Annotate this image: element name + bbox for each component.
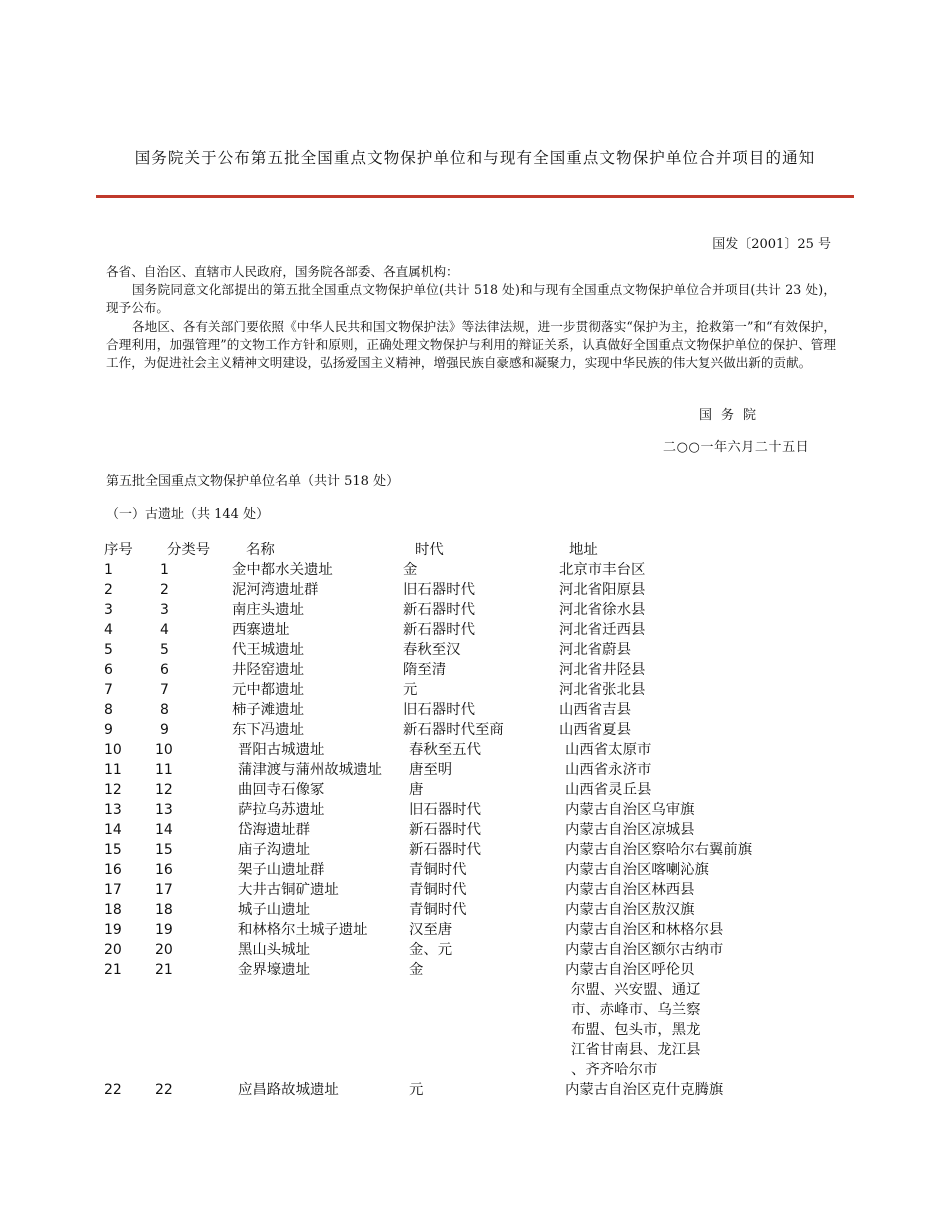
cell-index: 2 bbox=[104, 582, 113, 598]
table-row bbox=[0, 700, 950, 720]
cell-name: 大井古铜矿遗址 bbox=[238, 882, 339, 898]
table-row bbox=[0, 560, 950, 580]
table-row bbox=[0, 900, 950, 920]
table-row bbox=[0, 680, 950, 700]
cell-location: 市、赤峰市、乌兰察 bbox=[571, 1002, 701, 1018]
cell-name: 架子山遗址群 bbox=[238, 862, 325, 878]
cell-location: 内蒙古自治区喀喇沁旗 bbox=[565, 862, 709, 878]
table-row bbox=[0, 640, 950, 660]
cell-location: 河北省井陉县 bbox=[559, 662, 646, 678]
table-row bbox=[0, 960, 950, 980]
cell-location: 江省甘南县、龙江县 bbox=[571, 1042, 701, 1058]
cell-period: 春秋至五代 bbox=[409, 742, 481, 758]
cell-category: 19 bbox=[155, 922, 173, 938]
cell-period: 青铜时代 bbox=[409, 902, 467, 918]
table-row bbox=[0, 920, 950, 940]
cell-location: 山西省夏县 bbox=[559, 722, 631, 738]
table-row bbox=[0, 880, 950, 900]
table-row bbox=[0, 820, 950, 840]
table-body bbox=[0, 560, 950, 1100]
cell-period: 唐至明 bbox=[409, 762, 453, 778]
cell-period: 元 bbox=[403, 682, 418, 698]
cell-location: 内蒙古自治区敖汉旗 bbox=[565, 902, 695, 918]
table-row bbox=[0, 760, 950, 780]
cell-index: 3 bbox=[104, 602, 113, 618]
cell-name: 金中都水关遗址 bbox=[232, 562, 333, 578]
table-row bbox=[0, 1000, 950, 1020]
cell-index: 11 bbox=[104, 762, 122, 778]
header-category: 分类号 bbox=[167, 542, 211, 558]
table-row bbox=[0, 600, 950, 620]
cell-location: 、齐齐哈尔市 bbox=[571, 1062, 658, 1078]
cell-category: 13 bbox=[155, 802, 173, 818]
cell-period: 旧石器时代 bbox=[403, 702, 475, 718]
cell-category: 4 bbox=[160, 622, 169, 638]
cell-name: 元中都遗址 bbox=[232, 682, 304, 698]
cell-category: 22 bbox=[155, 1082, 173, 1098]
cell-period: 新石器时代 bbox=[409, 842, 481, 858]
cell-period: 隋至清 bbox=[403, 662, 447, 678]
cell-location: 河北省张北县 bbox=[559, 682, 646, 698]
cell-location: 河北省蔚县 bbox=[559, 642, 631, 658]
issue-date: 二○○一年六月二十五日 bbox=[663, 440, 810, 455]
cell-period: 新石器时代 bbox=[403, 602, 475, 618]
cell-index: 8 bbox=[104, 702, 113, 718]
cell-location: 山西省永济市 bbox=[565, 762, 652, 778]
cell-period: 新石器时代 bbox=[409, 822, 481, 838]
cell-name: 萨拉乌苏遗址 bbox=[238, 802, 325, 818]
table-row bbox=[0, 1020, 950, 1040]
cell-location: 山西省太原市 bbox=[565, 742, 652, 758]
cell-name: 代王城遗址 bbox=[232, 642, 304, 658]
cell-period: 青铜时代 bbox=[409, 862, 467, 878]
cell-index: 16 bbox=[104, 862, 122, 878]
cell-location: 内蒙古自治区察哈尔右翼前旗 bbox=[565, 842, 753, 858]
cell-period: 金 bbox=[409, 962, 424, 978]
cell-category: 5 bbox=[160, 642, 169, 658]
cell-period: 旧石器时代 bbox=[409, 802, 481, 818]
cell-location: 河北省迁西县 bbox=[559, 622, 646, 638]
cell-name: 南庄头遗址 bbox=[232, 602, 304, 618]
cell-location: 布盟、包头市，黑龙 bbox=[571, 1022, 701, 1038]
cell-category: 20 bbox=[155, 942, 173, 958]
cell-category: 12 bbox=[155, 782, 173, 798]
cell-category: 16 bbox=[155, 862, 173, 878]
table-row bbox=[0, 740, 950, 760]
cell-location: 河北省徐水县 bbox=[559, 602, 646, 618]
table-row bbox=[0, 620, 950, 640]
cell-name: 晋阳古城遗址 bbox=[238, 742, 325, 758]
cell-index: 21 bbox=[104, 962, 122, 978]
table-row bbox=[0, 980, 950, 1000]
cell-name: 金界壕遗址 bbox=[238, 962, 310, 978]
table-row bbox=[0, 940, 950, 960]
cell-category: 21 bbox=[155, 962, 173, 978]
cell-category: 18 bbox=[155, 902, 173, 918]
cell-location: 内蒙古自治区凉城县 bbox=[565, 822, 695, 838]
cell-index: 20 bbox=[104, 942, 122, 958]
cell-index: 7 bbox=[104, 682, 113, 698]
table-row bbox=[0, 780, 950, 800]
cell-period: 新石器时代 bbox=[403, 622, 475, 638]
cell-category: 17 bbox=[155, 882, 173, 898]
table-row bbox=[0, 1080, 950, 1100]
cell-index: 18 bbox=[104, 902, 122, 918]
cell-index: 12 bbox=[104, 782, 122, 798]
cell-index: 4 bbox=[104, 622, 113, 638]
cell-period: 元 bbox=[409, 1082, 424, 1098]
cell-location: 内蒙古自治区额尔古纳市 bbox=[565, 942, 724, 958]
cell-name: 柿子滩遗址 bbox=[232, 702, 304, 718]
page-title: 国务院关于公布第五批全国重点文物保护单位和与现有全国重点文物保护单位合并项目的通知 bbox=[134, 149, 816, 167]
cell-index: 10 bbox=[104, 742, 122, 758]
cell-category: 8 bbox=[160, 702, 169, 718]
cell-name: 黑山头城址 bbox=[238, 942, 310, 958]
cell-location: 尔盟、兴安盟、通辽 bbox=[571, 982, 701, 998]
header-period: 时代 bbox=[415, 542, 444, 558]
cell-index: 6 bbox=[104, 662, 113, 678]
cell-name: 曲回寺石像冢 bbox=[238, 782, 325, 798]
cell-category: 6 bbox=[160, 662, 169, 678]
cell-category: 9 bbox=[160, 722, 169, 738]
cell-period: 唐 bbox=[409, 782, 424, 798]
cell-index: 14 bbox=[104, 822, 122, 838]
cell-location: 内蒙古自治区呼伦贝 bbox=[565, 962, 695, 978]
cell-name: 泥河湾遗址群 bbox=[232, 582, 319, 598]
cell-index: 5 bbox=[104, 642, 113, 658]
cell-location: 山西省吉县 bbox=[559, 702, 631, 718]
cell-name: 蒲津渡与蒲州故城遗址 bbox=[238, 762, 382, 778]
paragraph-1: 国务院同意文化部提出的第五批全国重点文物保护单位(共计 518 处)和与现有全国重点文物保护单位合并项目(共计 23 处)，现予公布。 bbox=[106, 282, 836, 315]
cell-category: 1 bbox=[160, 562, 169, 578]
paragraph-2: 各地区、各有关部门要依照《中华人民共和国文物保护法》等法律法规，进一步贯彻落实“保护为主，抢救第一”和“有效保护，合理利用，加强管理”的文物工作方针和原则，正确处理文物保护与利用的辩证关系，认真做好全国重点文物保护单位的保护、管理工作，为促进社会主义精神文明建设，弘扬爱国主义精神，增强民族自豪感和凝聚力，实现中华民族的伟大复兴做出新的贡献。 bbox=[106, 319, 836, 370]
cell-category: 11 bbox=[155, 762, 173, 778]
table-row bbox=[0, 720, 950, 740]
cell-category: 3 bbox=[160, 602, 169, 618]
salutation: 各省、自治区、直辖市人民政府，国务院各部委、各直属机构： bbox=[106, 264, 459, 279]
cell-period: 新石器时代至商 bbox=[403, 722, 504, 738]
cell-period: 汉至唐 bbox=[409, 922, 453, 938]
cell-period: 青铜时代 bbox=[409, 882, 467, 898]
cell-category: 10 bbox=[155, 742, 173, 758]
title-divider bbox=[96, 195, 854, 198]
cell-name: 西寨遗址 bbox=[232, 622, 290, 638]
header-index: 序号 bbox=[104, 542, 133, 558]
cell-period: 旧石器时代 bbox=[403, 582, 475, 598]
cell-name: 庙子沟遗址 bbox=[238, 842, 310, 858]
cell-location: 内蒙古自治区克什克腾旗 bbox=[565, 1082, 724, 1098]
cell-location: 内蒙古自治区乌审旗 bbox=[565, 802, 695, 818]
cell-category: 14 bbox=[155, 822, 173, 838]
cell-category: 15 bbox=[155, 842, 173, 858]
cell-name: 岱海遗址群 bbox=[238, 822, 310, 838]
list-title: 第五批全国重点文物保护单位名单（共计 518 处） bbox=[106, 474, 400, 489]
issuer: 国务院 bbox=[699, 408, 766, 423]
table-row bbox=[0, 800, 950, 820]
table-row bbox=[0, 840, 950, 860]
cell-index: 22 bbox=[104, 1082, 122, 1098]
cell-index: 19 bbox=[104, 922, 122, 938]
cell-index: 15 bbox=[104, 842, 122, 858]
table-row bbox=[0, 580, 950, 600]
table-header bbox=[0, 540, 950, 560]
heritage-table bbox=[0, 540, 950, 1100]
table-row bbox=[0, 1040, 950, 1060]
table-row bbox=[0, 1060, 950, 1080]
cell-index: 9 bbox=[104, 722, 113, 738]
cell-index: 13 bbox=[104, 802, 122, 818]
header-name: 名称 bbox=[246, 542, 275, 558]
document-number: 国发〔2001〕25 号 bbox=[712, 237, 831, 252]
cell-index: 1 bbox=[104, 562, 113, 578]
cell-period: 春秋至汉 bbox=[403, 642, 461, 658]
table-row bbox=[0, 860, 950, 880]
cell-location: 北京市丰台区 bbox=[559, 562, 646, 578]
cell-location: 山西省灵丘县 bbox=[565, 782, 652, 798]
cell-location: 内蒙古自治区和林格尔县 bbox=[565, 922, 724, 938]
cell-name: 和林格尔土城子遗址 bbox=[238, 922, 368, 938]
section-title: （一）古遗址（共 144 处） bbox=[106, 507, 270, 522]
table-row bbox=[0, 660, 950, 680]
cell-name: 城子山遗址 bbox=[238, 902, 310, 918]
cell-category: 7 bbox=[160, 682, 169, 698]
header-location: 地址 bbox=[569, 542, 598, 558]
cell-category: 2 bbox=[160, 582, 169, 598]
cell-name: 井陉窑遗址 bbox=[232, 662, 304, 678]
cell-period: 金、元 bbox=[409, 942, 453, 958]
cell-location: 河北省阳原县 bbox=[559, 582, 646, 598]
cell-period: 金 bbox=[403, 562, 418, 578]
cell-name: 东下冯遗址 bbox=[232, 722, 304, 738]
cell-name: 应昌路故城遗址 bbox=[238, 1082, 339, 1098]
cell-location: 内蒙古自治区林西县 bbox=[565, 882, 695, 898]
cell-index: 17 bbox=[104, 882, 122, 898]
